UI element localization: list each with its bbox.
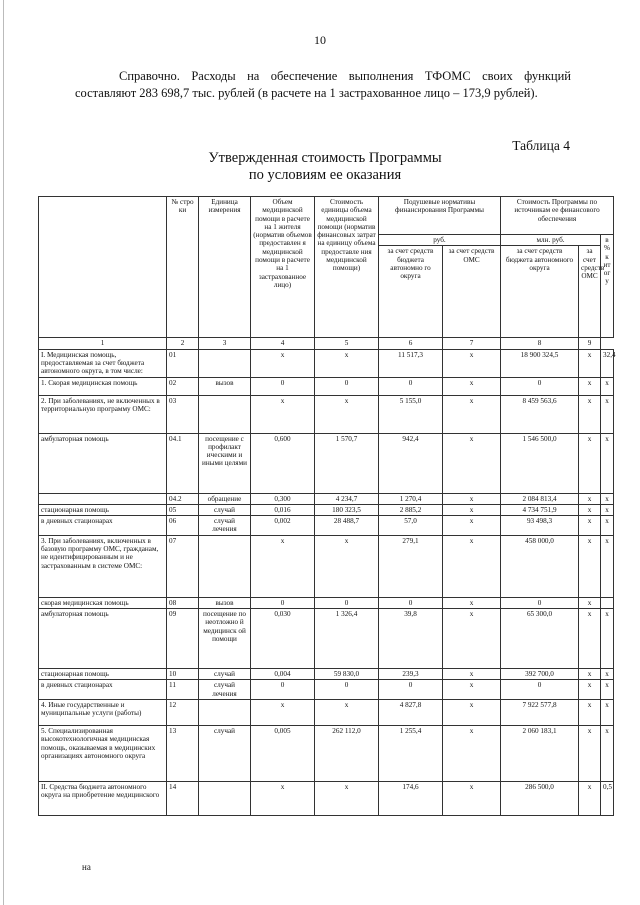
cell-cost: 28 488,7: [315, 516, 379, 536]
cell-name: [39, 493, 167, 504]
cell-to: х: [579, 349, 601, 377]
cell-to: х: [579, 725, 601, 781]
table-row: [39, 597, 614, 608]
table-row: [39, 433, 614, 493]
table-label: Таблица 4: [512, 138, 570, 153]
cell-cost: 262 112,0: [315, 725, 379, 781]
cell-vol: 0,016: [251, 504, 315, 515]
cell-name: в дневных стационарах: [39, 516, 167, 536]
cell-pcb: 0: [379, 377, 443, 395]
cell-pco: х: [443, 433, 501, 493]
cell-pco: х: [443, 535, 501, 597]
cell-num: 04.2: [167, 493, 199, 504]
cell-unit: случай: [199, 504, 251, 515]
cell-pct: х: [601, 504, 614, 515]
cell-pct: [601, 597, 614, 608]
table-row: [39, 377, 614, 395]
cell-name: стационарная помощь: [39, 669, 167, 680]
page-continuation-text: на: [82, 862, 91, 872]
table-row: [39, 535, 614, 597]
cell-pco: х: [443, 504, 501, 515]
cell-name: 1. Скорая медицинская помощь: [39, 377, 167, 395]
header-pc-budget: за счет средств бюджета автономно го округа: [379, 246, 443, 338]
header-total-pct: в % к ит ог у: [601, 235, 614, 338]
cell-to: х: [579, 433, 601, 493]
cell-unit: [199, 349, 251, 377]
cell-cost: х: [315, 535, 379, 597]
cell-vol: х: [251, 349, 315, 377]
cell-vol: х: [251, 535, 315, 597]
cell-pco: х: [443, 516, 501, 536]
cell-pcb: 5 155,0: [379, 395, 443, 433]
table-row: [39, 395, 614, 433]
header-num: № стро ки: [167, 197, 199, 338]
header-total-oms: за счет средств ОМС: [579, 246, 601, 338]
cell-pct: х: [601, 433, 614, 493]
cell-pcb: 0: [379, 680, 443, 700]
colnum: 3: [199, 338, 251, 349]
cell-num: 12: [167, 699, 199, 725]
cell-cost: 4 234,7: [315, 493, 379, 504]
header-cost: Стоимость единицы объема медицинской помощи (норматив финансовых затрат на единицу объема предоставле ния медицинской помощи): [315, 197, 379, 338]
cell-pct: х: [601, 725, 614, 781]
cell-tb: 2 060 183,1: [501, 725, 579, 781]
header-total-budget: за счет средств бюджета автономного округа: [501, 246, 579, 338]
table-title: [175, 150, 475, 184]
cell-cost: х: [315, 349, 379, 377]
cell-tb: 7 922 577,8: [501, 699, 579, 725]
cell-to: х: [579, 669, 601, 680]
cell-num: 13: [167, 725, 199, 781]
cell-name: 2. При заболеваниях, не включенных в территориальную программу ОМС:: [39, 395, 167, 433]
cell-to: х: [579, 504, 601, 515]
table-row: [39, 669, 614, 680]
page-number: 10: [314, 33, 326, 47]
cell-unit: [199, 781, 251, 815]
cell-vol: х: [251, 395, 315, 433]
cell-unit: случай лечения: [199, 516, 251, 536]
cell-unit: [199, 535, 251, 597]
header-volume: Объем медицинской помощи в расчете на 1 жителя (норматив объемов предоставлен я медицинской помощи в расчете на 1 застрахованное лицо): [251, 197, 315, 338]
cell-unit: [199, 699, 251, 725]
cell-cost: 0: [315, 377, 379, 395]
cell-num: 08: [167, 597, 199, 608]
cell-pco: х: [443, 699, 501, 725]
colnum: 4: [251, 338, 315, 349]
title-line-1: Утвержденная стоимость Программы: [208, 150, 442, 166]
cell-pct: х: [601, 377, 614, 395]
cell-cost: х: [315, 395, 379, 433]
header-total-unit: млн. руб.: [501, 235, 601, 246]
cell-pco: х: [443, 725, 501, 781]
cell-pcb: 57,0: [379, 516, 443, 536]
cell-cost: х: [315, 781, 379, 815]
cell-pco: х: [443, 680, 501, 700]
cell-pct: х: [601, 395, 614, 433]
cell-cost: 0: [315, 597, 379, 608]
cell-pct: х: [601, 680, 614, 700]
cell-num: 05: [167, 504, 199, 515]
cell-to: х: [579, 493, 601, 504]
cell-pco: х: [443, 781, 501, 815]
cell-tb: 0: [501, 680, 579, 700]
cell-cost: 0: [315, 680, 379, 700]
cell-pcb: 0: [379, 597, 443, 608]
cell-unit: случай: [199, 669, 251, 680]
cell-tb: 8 459 563,6: [501, 395, 579, 433]
cell-pcb: 942,4: [379, 433, 443, 493]
cell-unit: посещение с профилакт ическими и иными целями: [199, 433, 251, 493]
cell-pco: х: [443, 349, 501, 377]
cell-pct: 0,5: [601, 781, 614, 815]
cell-pcb: 1 270,4: [379, 493, 443, 504]
cell-vol: 0,030: [251, 609, 315, 669]
cell-pcb: 39,8: [379, 609, 443, 669]
cell-pcb: 11 517,3: [379, 349, 443, 377]
table-row: [39, 680, 614, 700]
cell-pcb: 174,6: [379, 781, 443, 815]
colnum: 7: [443, 338, 501, 349]
cell-pcb: 1 255,4: [379, 725, 443, 781]
cell-name: 4. Иные государственные и муниципальные услуги (работы): [39, 699, 167, 725]
cell-pct: х: [601, 535, 614, 597]
cell-unit: случай лечения: [199, 680, 251, 700]
reference-note: Справочно. Расходы на обеспечение выполнения ТФОМС своих функций составляют 283 698,7 тыс. рублей (в расчете на 1 застрахованное лицо – 173,9 рублей).: [75, 69, 571, 100]
cell-pco: х: [443, 669, 501, 680]
header-pc-oms: за счет средств ОМС: [443, 246, 501, 338]
cell-to: х: [579, 699, 601, 725]
cell-num: 14: [167, 781, 199, 815]
cell-vol: 0,004: [251, 669, 315, 680]
cell-vol: 0,005: [251, 725, 315, 781]
cell-tb: 1 546 500,0: [501, 433, 579, 493]
cell-num: 03: [167, 395, 199, 433]
cell-pcb: 2 885,2: [379, 504, 443, 515]
cell-vol: х: [251, 781, 315, 815]
cell-pct: х: [601, 516, 614, 536]
colnum: 8: [501, 338, 579, 349]
cell-vol: х: [251, 699, 315, 725]
cell-name: II. Средства бюджета автономного округа на приобретение медицинского: [39, 781, 167, 815]
scan-edge: [3, 0, 4, 905]
cell-pct: 32,4: [601, 349, 614, 377]
cell-name: в дневных стационарах: [39, 680, 167, 700]
cell-name: 3. При заболеваниях, включенных в базовую программу ОМС, гражданам, не идентифицированным и не застрахованным в системе ОМС:: [39, 535, 167, 597]
header-per-capita-unit: руб.: [379, 235, 501, 246]
cell-to: х: [579, 781, 601, 815]
cell-pcb: 239,3: [379, 669, 443, 680]
table-row: [39, 493, 614, 504]
cell-pct: х: [601, 699, 614, 725]
table-row: [39, 349, 614, 377]
cell-tb: 0: [501, 597, 579, 608]
cell-cost: 1 326,4: [315, 609, 379, 669]
table-row: [39, 609, 614, 669]
colnum: 2: [167, 338, 199, 349]
cell-name: амбулаторная помощь: [39, 609, 167, 669]
cell-num: 01: [167, 349, 199, 377]
cell-to: х: [579, 516, 601, 536]
cell-name: I. Медицинская помощь, предоставляемая за счет бюджета автономного округа, в том числе:: [39, 349, 167, 377]
cell-tb: 0: [501, 377, 579, 395]
cell-to: х: [579, 609, 601, 669]
cell-to: х: [579, 535, 601, 597]
table-row: [39, 781, 614, 815]
cell-vol: 0,002: [251, 516, 315, 536]
cell-unit: вызов: [199, 597, 251, 608]
header-unit: Единица измерения: [199, 197, 251, 338]
cell-tb: 392 700,0: [501, 669, 579, 680]
cell-num: 11: [167, 680, 199, 700]
colnum: 1: [39, 338, 167, 349]
cell-to: х: [579, 395, 601, 433]
cell-name: скорая медицинская помощь: [39, 597, 167, 608]
cell-unit: [199, 395, 251, 433]
cell-vol: 0,600: [251, 433, 315, 493]
cell-unit: вызов: [199, 377, 251, 395]
cell-num: 02: [167, 377, 199, 395]
cell-cost: х: [315, 699, 379, 725]
cell-pct: х: [601, 493, 614, 504]
cell-num: 09: [167, 609, 199, 669]
cell-num: 10: [167, 669, 199, 680]
table-row: [39, 699, 614, 725]
cell-vol: 0,300: [251, 493, 315, 504]
cell-unit: случай: [199, 725, 251, 781]
cell-vol: 0: [251, 597, 315, 608]
cell-to: х: [579, 377, 601, 395]
cell-tb: 4 734 751,9: [501, 504, 579, 515]
cell-to: х: [579, 597, 601, 608]
cell-pco: х: [443, 395, 501, 433]
cell-num: 04.1: [167, 433, 199, 493]
header-total: Стоимость Программы по источникам ее финансового обеспечения: [501, 197, 614, 235]
cell-pcb: 4 827,8: [379, 699, 443, 725]
colnum: 5: [315, 338, 379, 349]
colnum: 9: [579, 338, 601, 349]
cell-to: х: [579, 680, 601, 700]
cell-name: амбулаторная помощь: [39, 433, 167, 493]
cell-unit: посещение по неотложно й медицинск ой помощи: [199, 609, 251, 669]
cell-pcb: 279,1: [379, 535, 443, 597]
colnum: 6: [379, 338, 443, 349]
cell-tb: 286 500,0: [501, 781, 579, 815]
cell-vol: 0: [251, 377, 315, 395]
header-name: [39, 197, 167, 338]
cell-tb: 458 000,0: [501, 535, 579, 597]
cell-tb: 65 300,0: [501, 609, 579, 669]
cell-vol: 0: [251, 680, 315, 700]
cell-pco: х: [443, 377, 501, 395]
cell-name: стационарная помощь: [39, 504, 167, 515]
cell-pco: х: [443, 493, 501, 504]
cell-pco: х: [443, 597, 501, 608]
cell-cost: 180 323,5: [315, 504, 379, 515]
header-per-capita: Подушевые нормативы финансирования Программы: [379, 197, 501, 235]
cell-tb: 93 498,3: [501, 516, 579, 536]
cell-pct: х: [601, 669, 614, 680]
cell-num: 06: [167, 516, 199, 536]
table-row: [39, 504, 614, 515]
cell-name: 5. Специализированная высокотехнологичная медицинская помощь, оказываемая в медицинских организациях автономного округа: [39, 725, 167, 781]
program-cost-table: [38, 196, 614, 816]
column-numbers-row: [39, 338, 614, 349]
cell-num: 07: [167, 535, 199, 597]
cell-tb: 18 900 324,5: [501, 349, 579, 377]
table-row: [39, 725, 614, 781]
cell-cost: 59 830,0: [315, 669, 379, 680]
cell-tb: 2 084 813,4: [501, 493, 579, 504]
cell-pco: х: [443, 609, 501, 669]
title-line-2: по условиям ее оказания: [248, 167, 402, 183]
cell-unit: обращение: [199, 493, 251, 504]
table-row: [39, 516, 614, 536]
cell-cost: 1 570,7: [315, 433, 379, 493]
cell-pct: х: [601, 609, 614, 669]
